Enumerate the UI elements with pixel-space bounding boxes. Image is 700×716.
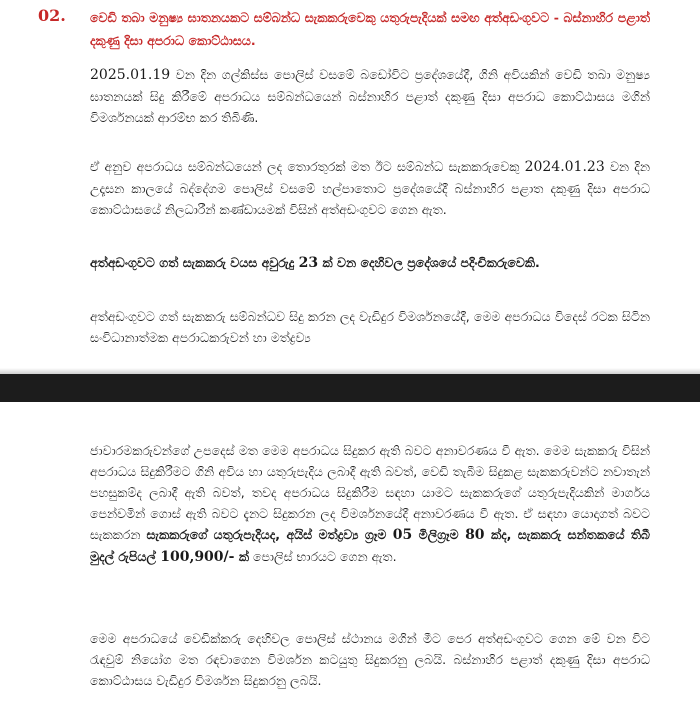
paragraph-text: ඒ අනුව අපරාධය සම්බන්ධයෙන් ලද තොරතුරක් මත ඊට සම්බන්ධ සැකකරුවෙකු	[90, 159, 525, 174]
incident-date: 2025.01.19	[90, 67, 171, 83]
seized-items-text: සැකකරුගේ යතුරුපැදියද, අයිස් මත්ද්‍රව්‍ය ග්‍රෑම	[146, 527, 393, 542]
paragraph-shooter	[90, 628, 650, 691]
paragraph-text: මෙම අපරාධයේ වෙඩික්කරු දෙහිවල පොලිස් ස්ථානය මගින් මීට පෙර අත්අඩංගුවට ගෙන මේ වන විට රැඳවුම් නියෝග මත රඳවාගෙන විමර්ශන කටයුතු සිදුකරනු ලබයි. බස්නාහිර පළාත් දකුණු දිසා අපරාධ කොට්ඨාසය වැඩිදුර විමර්ශන සිදුකරනු ලබයි.	[90, 631, 650, 688]
seized-items-text: මිලිග්‍රෑම	[412, 527, 466, 542]
paragraph-text: ජාවාරමකරුවන්ගේ උපදෙස් මත මෙම අපරාධය සිදුකර ඇති බවට අනාවරණය වී ඇත. මෙම සැකකරු විසින් අපරාධය සිදුකිරීමට ගිනි අවිය හා යතුරුපැදිය ලබාදී ඇති බවත්, වෙඩි තැබීම සිදුකළ සැකකරුවන්ට නවාතැන් පහසුකම්ද ලබාදී ඇති බවත්, තවද අපරාධය සිදුකිරීම සඳහා යාමට සැකකරුගේ යතුරුපැදියකින් මාර්ගය පෙන්වමින් ගොස් ඇති බවට දැනට සිදුකරන ලද විමර්ශනයේදී අනාවරණය වී ඇත. ඒ සඳහා යොදාගත් බවට සැකකරන	[90, 443, 650, 542]
paragraph-suspect	[90, 252, 650, 274]
page-break-bar	[0, 374, 700, 402]
paragraph-text: පොලිස් භාරයට ගෙන ඇත.	[248, 549, 397, 564]
paragraph-text: අත්අඩංගුවට ගත් සැකකරු වයස අවුරුදු	[90, 255, 299, 270]
paragraph-text: ක් වන දෙහිවල ප්‍රදේශයේ පදිංචිකරුවෙකි.	[318, 255, 540, 270]
paragraph-findings	[90, 440, 650, 568]
paragraph-investigation	[90, 306, 650, 348]
page-bottom	[0, 402, 700, 716]
paragraph-text: වන දින ගල්කිස්ස පොලිස් වසමේ බඩෝවිට ප්‍රදේශයේදී, ගිනි අවියකින් වෙඩි තබා මනුෂ්‍ය ඝාතනයක් සිදු කිරීමේ අපරාධය සම්බන්ධයෙන් බස්නාහිර පළාත් දකුණු දිසා අපරාධ කොට්ඨාසය මගින් විමර්ශනයක් ආරම්භ කර තිබිණි.	[90, 67, 650, 125]
seized-items-text: ක්	[234, 549, 249, 564]
ice-grams: 05	[392, 527, 413, 543]
cash-amount: 100,900/-	[160, 549, 235, 565]
item-number: 02.	[38, 6, 66, 25]
arrest-date: 2024.01.23	[524, 159, 605, 175]
suspect-age: 23	[298, 255, 319, 271]
paragraph-text: වන දින උදෑසන කාලයේ බද්දේගම පොලිස් වසමේ හල්පාතොට ප්‍රදේශයේදී බස්නාහිර පළාත දකුණු දිසා අපරාධ කොට්ඨාසයේ නිලධාරීන් කණ්ඩායමක් විසින් අත්අඩංගුවට ගෙන ඇත.	[90, 159, 650, 217]
ice-milligrams: 80	[465, 527, 485, 543]
paragraph-arrest	[90, 156, 650, 220]
paragraph-text: අත්අඩංගුවට ගත් සැකකරු සම්බන්ධව සිදු කරන ලද වැඩිදුර විමර්ශනයේදී, මෙම අපරාධය විදෙස් රටක සිටින සංවිධානාත්මක අපරාධකරුවන් හා මත්ද්‍රව්‍ය	[90, 309, 650, 345]
item-heading: වෙඩි තබා මනුෂ්‍ය ඝාතනයකට සම්බන්ධ සැකකරුවෙකු යතුරුපැදියක් සමඟ අත්අඩංගුවට - බස්නාහිර පළාත් දකුණු දිසා අපරාධ කොට්ඨාසය.	[90, 10, 650, 48]
seized-items-text: ක්ද, සැකකරු සන්තකයේ තිබී මුදල් රුපියල්	[90, 527, 650, 564]
paragraph-incident	[90, 64, 650, 128]
